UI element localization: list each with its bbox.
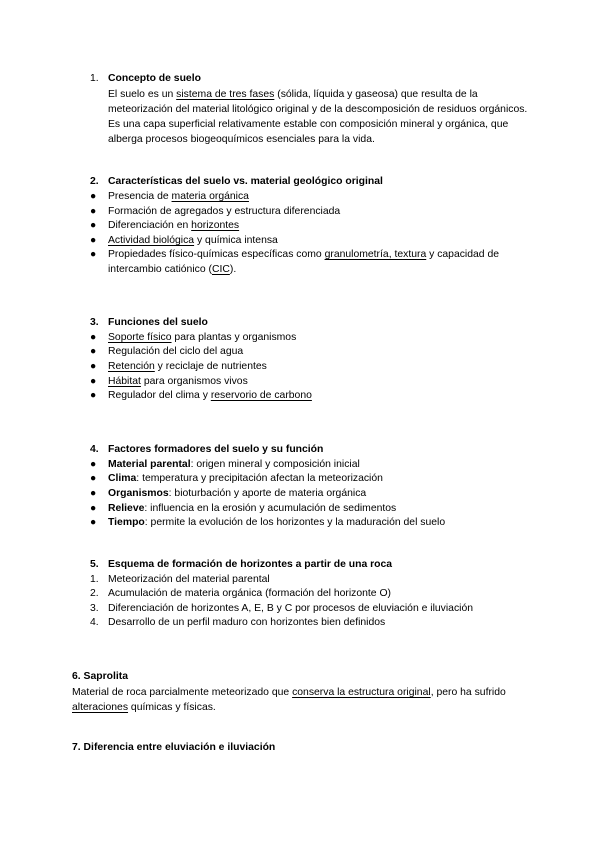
underlined-term: horizontes: [191, 220, 240, 231]
text-run: Presencia de: [108, 191, 172, 202]
list-number: 2.: [90, 588, 99, 599]
underlined-term: Actividad biológica: [108, 235, 195, 246]
text-run: Formación de agregados y estructura diferenciada: [108, 206, 341, 217]
text-run: químicas y físicas.: [128, 702, 216, 713]
list-item: [90, 360, 530, 375]
bullet-marker: ●: [90, 488, 97, 499]
text-run: y capacidad de intercambio catiónico (: [108, 249, 500, 275]
list-item: [90, 587, 530, 602]
factor-name: Relieve: [108, 503, 145, 514]
section-4-title: Factores formadores del suelo y su función: [108, 444, 324, 455]
factor-description: : origen mineral y composición inicial: [190, 459, 360, 470]
list-item: [90, 602, 530, 617]
underlined-term: Retención: [108, 361, 155, 372]
section-5-number: 5.: [90, 559, 99, 570]
list-item: [90, 472, 530, 487]
underlined-term: Hábitat: [108, 376, 141, 387]
list-text: Diferenciación de horizontes A, E, B y C por procesos de eluviación e iluviación: [108, 603, 474, 614]
list-item: [90, 502, 530, 517]
underlined-term: materia orgánica: [171, 191, 249, 202]
bullet-marker: ●: [90, 376, 97, 387]
text-run: (sólida, líquida y gaseosa) que resulta de la meteorización del material litológico original y de la descomposición de residuos orgánicos. Es una capa superficial relativamente estable con composición mineral y orgánica, que alberga procesos biogeoquímicos esenciales para la vida.: [108, 89, 528, 145]
section-1-paragraph: [108, 87, 528, 147]
text-run: y reciclaje de nutrientes: [154, 361, 267, 372]
list-item: [90, 375, 530, 390]
section-7-title: 7. Diferencia entre eluviación e iluviación: [72, 742, 276, 753]
factor-description: : temperatura y precipitación afectan la meteorización: [136, 473, 383, 484]
section-4-number: 4.: [90, 444, 99, 455]
bullet-marker: ●: [90, 191, 97, 202]
bullet-marker: ●: [90, 235, 97, 246]
underlined-term: sistema de tres fases: [176, 89, 275, 100]
bullet-marker: ●: [90, 361, 97, 372]
text-run: ).: [229, 263, 237, 275]
factor-name: Tiempo: [108, 517, 145, 528]
bullet-marker: ●: [90, 249, 97, 260]
bullet-marker: ●: [90, 206, 97, 217]
list-item: [90, 234, 530, 249]
list-number: 1.: [90, 574, 99, 585]
bullet-marker: ●: [90, 220, 97, 231]
list-item: [90, 516, 530, 531]
list-item: [90, 248, 530, 277]
text-run: para plantas y organismos: [171, 332, 297, 343]
text-run: Regulador del clima y: [108, 390, 211, 401]
section-3-title: Funciones del suelo: [108, 317, 208, 328]
underlined-term: CIC: [211, 263, 230, 275]
factor-name: Clima: [108, 473, 137, 484]
section-1-title: Concepto de suelo: [108, 73, 201, 84]
list-number: 3.: [90, 603, 99, 614]
list-item: [90, 389, 530, 404]
underlined-term: alteraciones: [72, 702, 129, 713]
list-text: Meteorización del material parental: [108, 574, 270, 585]
list-item: [90, 205, 530, 220]
bullet-marker: ●: [90, 503, 97, 514]
text-run: , pero ha sufrido: [430, 687, 506, 698]
factor-description: : bioturbación y aporte de materia orgánica: [168, 488, 367, 499]
list-item: [90, 573, 530, 588]
underlined-term: Soporte físico: [108, 332, 172, 343]
list-item: [90, 487, 530, 502]
factor-description: : permite la evolución de los horizontes y la maduración del suelo: [144, 517, 446, 528]
list-item: [90, 345, 530, 360]
list-number: 4.: [90, 617, 99, 628]
bullet-marker: ●: [90, 459, 97, 470]
list-item: [90, 458, 530, 473]
underlined-term: reservorio de carbono: [210, 390, 312, 401]
factor-description: : influencia en la erosión y acumulación de sedimentos: [144, 503, 397, 514]
text-run: Regulación del ciclo del agua: [108, 346, 244, 357]
section-6-paragraph: [72, 685, 522, 715]
factor-name: Organismos: [108, 488, 169, 499]
text-run: para organismos vivos: [140, 376, 248, 387]
section-2-number: 2.: [90, 176, 99, 187]
section-6-title: 6. Saprolita: [72, 671, 129, 682]
section-3-number: 3.: [90, 317, 99, 328]
section-5-title: Esquema de formación de horizontes a partir de una roca: [108, 559, 393, 570]
underlined-term: conserva la estructura original: [292, 687, 431, 698]
list-item: [90, 616, 530, 631]
text-run: Propiedades físico-químicas específicas como: [108, 249, 325, 260]
list-item: [90, 219, 530, 234]
bullet-marker: ●: [90, 473, 97, 484]
list-text: Acumulación de materia orgánica (formación del horizonte O): [108, 588, 391, 599]
bullet-marker: ●: [90, 517, 97, 528]
list-text: Desarrollo de un perfil maduro con horizontes bien definidos: [108, 617, 386, 628]
list-item: [90, 190, 530, 205]
text-run: y química intensa: [194, 235, 278, 246]
list-item: [90, 331, 530, 346]
text-run: Material de roca parcialmente meteorizado que: [72, 687, 293, 698]
section-2-title: Características del suelo vs. material geológico original: [108, 176, 383, 187]
factor-name: Material parental: [108, 459, 191, 470]
section-1-number: 1.: [90, 73, 99, 84]
bullet-marker: ●: [90, 390, 97, 401]
bullet-marker: ●: [90, 332, 97, 343]
text-run: El suelo es un: [108, 89, 177, 100]
underlined-term: granulometría, textura: [324, 249, 427, 260]
bullet-marker: ●: [90, 346, 97, 357]
text-run: Diferenciación en: [108, 220, 192, 231]
